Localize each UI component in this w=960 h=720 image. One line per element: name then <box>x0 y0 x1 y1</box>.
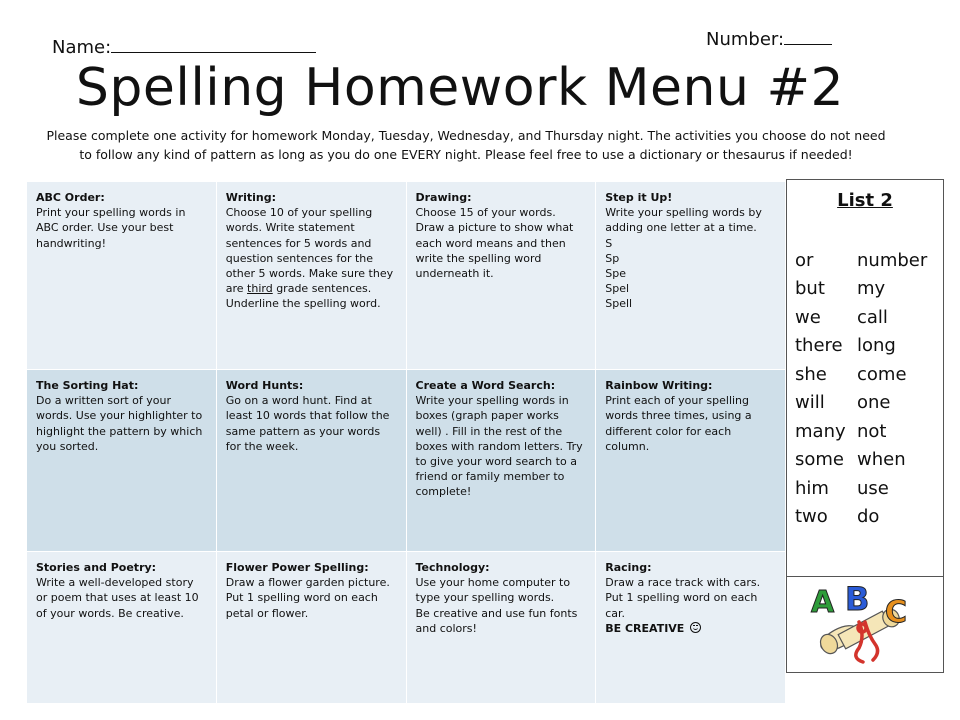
activity-racing <box>596 552 786 704</box>
list-title: List 2 <box>837 190 893 211</box>
spelling-word: my <box>857 278 886 300</box>
activity-rainbow-writing <box>596 370 786 552</box>
spelling-word: long <box>857 335 896 357</box>
step-line: Sp <box>605 251 620 265</box>
activity-abc-order <box>27 182 217 370</box>
spelling-word: one <box>857 392 891 414</box>
spelling-list-panel <box>786 179 944 673</box>
abc-scroll-clipart-icon <box>805 582 925 664</box>
activity-title: Racing: <box>605 561 652 574</box>
spelling-word: come <box>857 363 907 385</box>
activity-title: Stories and Poetry: <box>36 561 157 574</box>
word-pair <box>795 303 941 332</box>
step-line: S <box>605 236 613 250</box>
spelling-word: two <box>795 506 828 528</box>
menu-row-2 <box>27 370 786 552</box>
word-pair <box>795 389 941 418</box>
activity-writing <box>216 182 406 370</box>
spelling-word: we <box>795 306 821 328</box>
word-pair <box>795 417 941 446</box>
activity-text: Choose 10 of your spelling words. Write statement sentences for 5 words and question sentences for the other 5 words. Make sure they are <box>225 206 394 296</box>
activity-title: Flower Power Spelling: <box>225 561 369 574</box>
word-pair <box>795 503 941 532</box>
word-pair <box>795 360 941 389</box>
activity-title: Create a Word Search: <box>415 379 556 392</box>
number-label: Number: <box>706 29 785 50</box>
clipart-letter-c: C <box>885 595 908 630</box>
activity-title: Step it Up! <box>605 191 673 204</box>
activity-text: Choose 15 of your words. Draw a picture to show what each word means and then write the spelling word underneath it. <box>415 206 574 281</box>
activity-title: Word Hunts: <box>225 379 304 392</box>
activity-drawing <box>406 182 596 370</box>
activity-text: Write a well-developed story or poem that uses at least 10 of your words. Be creative. <box>36 576 199 620</box>
word-pair <box>795 275 941 304</box>
name-label: Name: <box>52 37 112 58</box>
name-blank[interactable] <box>111 34 316 53</box>
spelling-word: when <box>857 449 906 471</box>
spelling-word: him <box>795 477 829 499</box>
instructions-text: Please complete one activity for homework Monday, Tuesday, Wednesday, and Thursday night. The activities you choose do not need to follow any kind of pattern as long as you do one EVERY night. Please feel free to use a dictionary or thesaurus if needed! <box>46 128 886 162</box>
activity-text: Draw a race track with cars. Put 1 spelling word on each car. <box>605 576 761 620</box>
activity-text: Be creative and use fun fonts and colors! <box>415 606 578 635</box>
smiley-icon <box>690 622 701 633</box>
word-pair <box>795 474 941 503</box>
activity-text: Print your spelling words in ABC order. Use your best handwriting! <box>36 206 186 250</box>
activity-step-it-up <box>596 182 786 370</box>
clipart-letter-b: B <box>845 582 870 618</box>
step-line: Spell <box>605 297 633 311</box>
page-title: Spelling Homework Menu #2 <box>75 58 845 118</box>
spelling-word: many <box>795 420 846 442</box>
activity-text: Go on a word hunt. Find at least 10 words that follow the same pattern as your words for the week. <box>225 394 390 453</box>
word-pair <box>795 332 941 361</box>
spelling-word-list <box>795 246 941 531</box>
spelling-word: use <box>857 477 889 499</box>
number-field <box>706 26 832 50</box>
activity-text: Do a written sort of your words. Use your highlighter to highlight the pattern by which you sorted. <box>36 394 203 453</box>
be-creative-line <box>605 621 777 636</box>
spelling-word: there <box>795 335 843 357</box>
activity-title: Writing: <box>225 191 277 204</box>
activity-menu-grid <box>26 181 786 704</box>
word-pair <box>795 446 941 475</box>
activity-text-continued: grade sentences. Underline the spelling word. <box>225 282 381 311</box>
activity-word-search <box>406 370 596 552</box>
spelling-word: do <box>857 506 880 528</box>
activity-title: ABC Order: <box>36 191 105 204</box>
number-blank[interactable] <box>784 26 832 45</box>
spelling-word: but <box>795 278 825 300</box>
activity-flower-power <box>216 552 406 704</box>
activity-text: Write your spelling words by adding one letter at a time. <box>605 206 762 235</box>
activity-stories-poetry <box>27 552 217 704</box>
activity-text: Use your home computer to type your spelling words. <box>415 576 571 605</box>
activity-title: Technology: <box>415 561 490 574</box>
be-creative-text: BE CREATIVE <box>605 621 685 635</box>
menu-row-3 <box>27 552 786 704</box>
spelling-word: or <box>795 249 814 271</box>
activity-title: Rainbow Writing: <box>605 379 713 392</box>
name-field <box>52 34 316 58</box>
step-line: Spel <box>605 282 630 296</box>
spelling-word: will <box>795 392 825 414</box>
activity-title: The Sorting Hat: <box>36 379 139 392</box>
activity-title: Drawing: <box>415 191 472 204</box>
step-line: Spe <box>605 267 626 281</box>
activity-text: Print each of your spelling words three times, using a different color for each column. <box>605 394 752 453</box>
spelling-word: she <box>795 363 827 385</box>
activity-word-hunts <box>216 370 406 552</box>
spelling-word: some <box>795 449 844 471</box>
word-pair <box>795 246 941 275</box>
menu-row-1 <box>27 182 786 370</box>
activity-sorting-hat <box>27 370 217 552</box>
spelling-word: call <box>857 306 888 328</box>
panel-divider <box>787 576 943 577</box>
activity-text-underlined: third <box>247 282 273 296</box>
activity-text: Write your spelling words in boxes (graph paper works well) . Fill in the rest of the boxes with random letters. Try to give your word search to a friend or family member to complete! <box>415 394 583 499</box>
spelling-word: number <box>857 249 928 271</box>
activity-text: Draw a flower garden picture. Put 1 spelling word on each petal or flower. <box>225 576 390 620</box>
spelling-word: not <box>857 420 887 442</box>
clipart-letter-a: A <box>811 585 835 620</box>
activity-technology <box>406 552 596 704</box>
